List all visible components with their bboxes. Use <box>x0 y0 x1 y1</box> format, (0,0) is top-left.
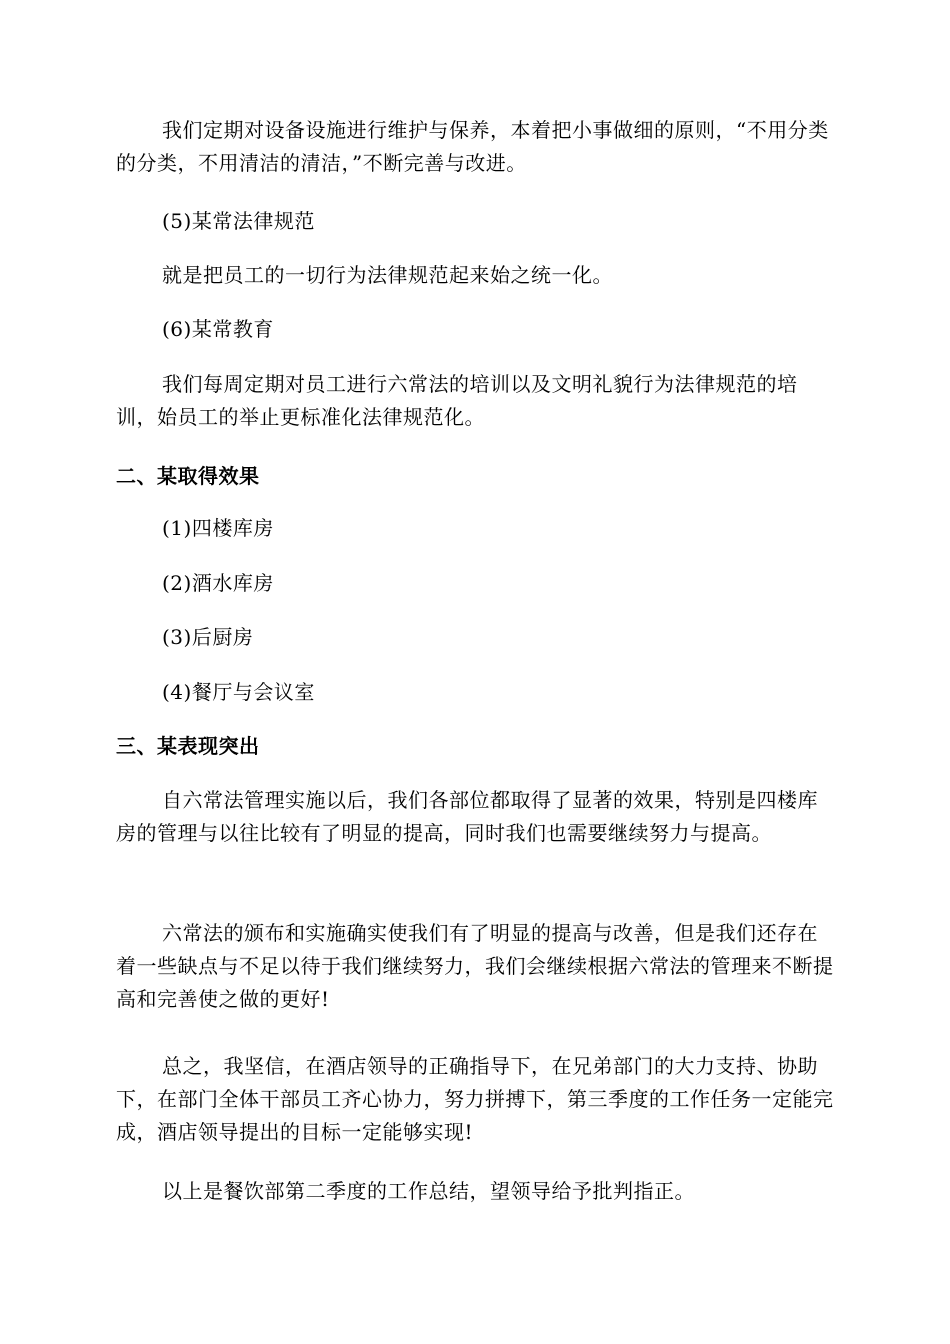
heading-results: 二、某取得效果 <box>116 464 260 488</box>
paragraph-implementation: 自六常法管理实施以后，我们各部位都取得了显著的效果，特别是四楼库房的管理与以往比较有了明显的提高，同时我们也需要继续努力与提高。 <box>116 788 818 845</box>
item-education: (6)某常教育 <box>162 317 274 341</box>
result-item-3: (3)后厨房 <box>162 625 254 649</box>
item-legal-norms: (5)某常法律规范 <box>162 209 315 233</box>
result-item-1: (1)四楼库房 <box>162 516 274 540</box>
result-item-4: (4)餐厅与会议室 <box>162 680 315 704</box>
heading-performance: 三、某表现突出 <box>116 734 260 758</box>
paragraph-legal-norms: 就是把员工的一切行为法律规范起来始之统一化。 <box>162 263 613 287</box>
paragraph-closing: 以上是餐饮部第二季度的工作总结，望领导给予批判指正。 <box>162 1179 695 1203</box>
paragraph-improvement: 六常法的颁布和实施确实使我们有了明显的提高与改善，但是我们还存在着一些缺点与不足以待于我们继续努力，我们会继续根据六常法的管理来不断提高和完善使之做的更好! <box>116 921 834 1011</box>
paragraph-conclusion: 总之，我坚信，在酒店领导的正确指导下，在兄弟部门的大力支持、协助下，在部门全体干部员工齐心协力，努力拼搏下，第三季度的工作任务一定能完成，酒店领导提出的目标一定能够实现! <box>116 1054 834 1144</box>
result-item-2: (2)酒水库房 <box>162 571 274 595</box>
paragraph-maintenance: 我们定期对设备设施进行维护与保养，本着把小事做细的原则，“不用分类的分类，不用清洁的清洁，”不断完善与改进。 <box>116 118 829 175</box>
paragraph-training: 我们每周定期对员工进行六常法的培训以及文明礼貌行为法律规范的培训，始员工的举止更标准化法律规范化。 <box>116 372 798 429</box>
